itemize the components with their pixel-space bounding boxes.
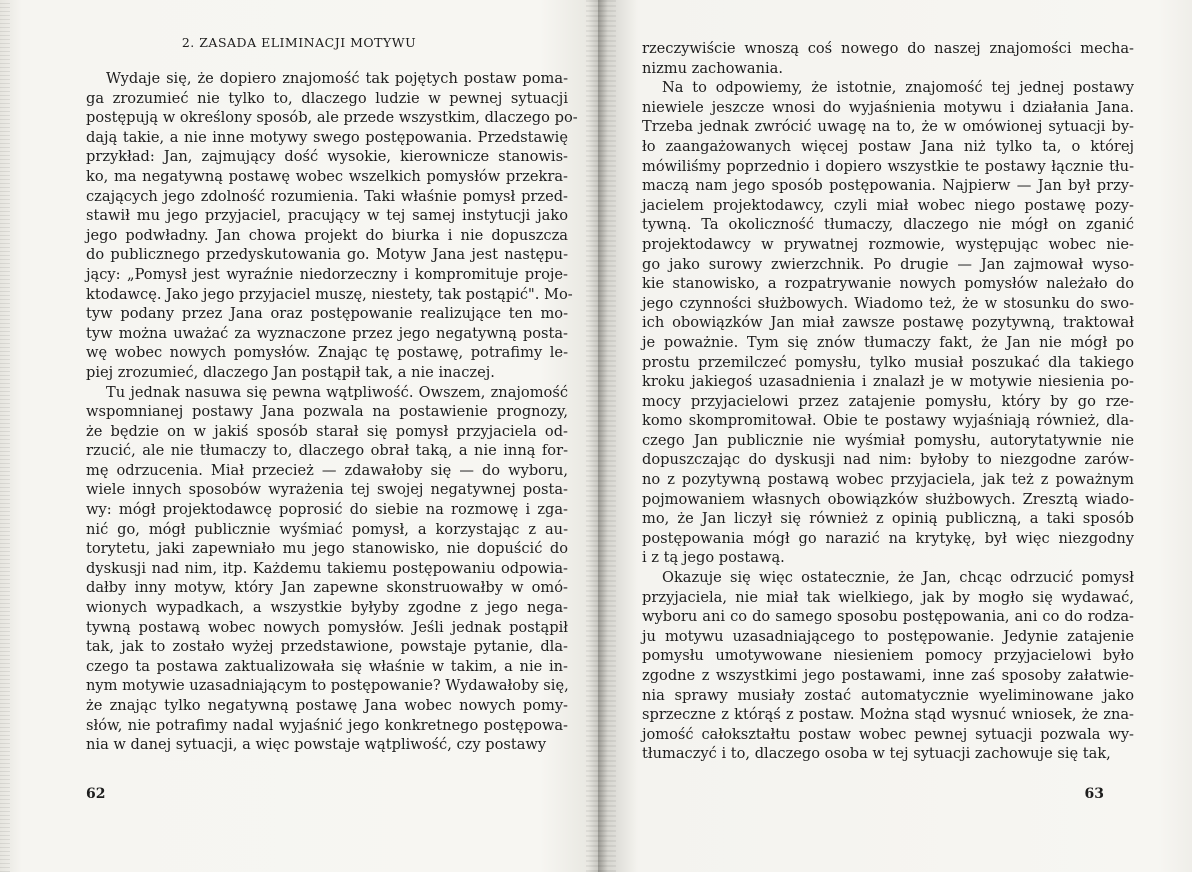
right-page-body bbox=[642, 39, 1134, 764]
text-line: ktodawcę. Jako jego przyjaciel muszę, niestety, tak postąpić". Mo- bbox=[86, 285, 573, 303]
text-line: piej zrozumieć, dlaczego Jan postąpił tak, a nie inaczej. bbox=[86, 363, 495, 381]
text-line: go jako surowy zwierzchnik. Po drugie — Jan zajmował wyso- bbox=[642, 255, 1134, 273]
text-line: Tu jednak nasuwa się pewna wątpliwość. Owszem, znajomość bbox=[106, 383, 568, 401]
text-line: je poważnie. Tym się znów tłumaczy fakt, że Jan nie mógł po bbox=[642, 333, 1134, 351]
text-line: rzucić, ale nie tłumaczy to, dlaczego obrał taką, a nie inną for- bbox=[86, 442, 568, 460]
text-line: Na to odpowiemy, że istotnie, znajomość tej jednej postawy bbox=[662, 79, 1134, 97]
text-line: tyw można uważać za wyznaczone przez jego negatywną posta- bbox=[86, 324, 568, 342]
text-line: komo skompromitował. Obie te postawy wyjaśniają również, dla- bbox=[642, 412, 1134, 430]
text-line: pojmowaniem własnych obowiązków służbowych. Zresztą wiado- bbox=[642, 490, 1134, 508]
text-line: do publicznego przedyskutowania go. Motyw Jana jest następu- bbox=[86, 246, 568, 264]
text-line: niewiele jeszcze wnosi do wyjaśnienia motywu i działania Jana. bbox=[642, 98, 1134, 116]
text-line: wionych wypadkach, a wszystkie byłyby zgodne z jego nega- bbox=[86, 599, 568, 617]
text-line: postępowania mógł go narazić na krytykę, był więc niezgodny bbox=[642, 529, 1134, 547]
text-line: stawił mu jego przyjaciel, pracujący w tej samej instytucji jako bbox=[86, 207, 568, 225]
text-line: mę odrzucenia. Miał przecież — zdawałoby się — do wyboru, bbox=[86, 461, 568, 479]
text-line: jego podwładny. Jan chowa projekt do biurka i nie dopuszcza bbox=[86, 226, 568, 244]
text-line: dopuszczając do dyskusji nad nim: byłoby to niezgodne zarów- bbox=[642, 451, 1134, 469]
text-line: tywną. Ta okoliczność tłumaczy, dlaczego nie mógł on zganić bbox=[642, 216, 1134, 234]
page-number-left: 62 bbox=[86, 786, 106, 802]
text-line: no z pozytywną postawą wobec przyjaciela, jak też z poważnym bbox=[642, 471, 1134, 489]
text-line: jego czynności służbowych. Wiadomo też, że w stosunku do swo- bbox=[642, 294, 1134, 312]
text-line: tak, jak to zostało wyżej przedstawione, powstaje pytanie, dla- bbox=[86, 638, 568, 656]
right-page bbox=[598, 0, 1192, 872]
text-line: dają takie, a nie inne motywy swego postępowania. Przedstawię bbox=[86, 128, 568, 146]
text-line: mo, że Jan liczył się również z opinią publiczną, a taki sposób bbox=[642, 510, 1134, 528]
text-line: postępują w określony sposób, ale przede wszystkim, dlaczego po- bbox=[86, 109, 578, 127]
text-line: torytetu, jaki zapewniało mu jego stanowisko, nie dopuścić do bbox=[86, 540, 568, 558]
book-gutter bbox=[586, 0, 616, 872]
text-line: ło zaangażowanych więcej postaw Jana niż tylko ta, o której bbox=[642, 137, 1134, 155]
text-line: nia sprawy musiały zostać automatycznie wyeliminowane jako bbox=[642, 686, 1134, 704]
text-line: wyboru ani co do samego sposobu postępowania, ani co do rodza- bbox=[642, 608, 1134, 626]
text-line: dałby inny motyw, który Jan zapewne skonstruowałby w omó- bbox=[86, 579, 568, 597]
text-line: projektodawcy w prywatnej rozmowie, występując wobec nie- bbox=[642, 235, 1134, 253]
text-line: prostu przemilczeć pomysłu, tylko musiał poszukać dla takiego bbox=[642, 353, 1134, 371]
left-page-body bbox=[86, 69, 578, 755]
text-line: wiele innych sposobów wyrażenia tej swojej negatywnej posta- bbox=[86, 481, 568, 499]
text-line: zgodne z wszystkimi jego postawami, inne zaś sposoby załatwie- bbox=[642, 667, 1134, 684]
text-line: kie stanowisko, a rozpatrywanie nowych pomysłów należało do bbox=[642, 275, 1134, 293]
text-line: przykład: Jan, zajmujący dość wysokie, kierownicze stanowis- bbox=[86, 148, 568, 166]
text-line: czego Jan publicznie nie wyśmiał pomysłu, autorytatywnie nie bbox=[642, 431, 1134, 449]
text-line: rzeczywiście wnoszą coś nowego do naszej znajomości mecha- bbox=[642, 40, 1134, 57]
text-line: i z tą jego postawą. bbox=[642, 549, 785, 567]
text-line: że będzie on w jakiś sposób starał się pomysł przyjaciela od- bbox=[86, 422, 568, 440]
text-line: słów, nie potrafimy nadal wyjaśnić jego konkretnego postępowa- bbox=[86, 716, 568, 734]
text-line: czego ta postawa zaktualizowała się właśnie w takim, a nie in- bbox=[86, 657, 568, 675]
text-line: kroku jakiegoś uzasadnienia i znalazł je w motywie niesienia po- bbox=[642, 373, 1134, 391]
text-line: Okazuje się więc ostatecznie, że Jan, chcąc odrzucić pomysł bbox=[662, 569, 1134, 587]
text-line: dyskusji nad nim, itp. Każdemu takiemu postępowaniu odpowia- bbox=[86, 559, 568, 577]
text-line: nić go, mógł publicznie wyśmiać pomysł, a korzystając z au- bbox=[86, 520, 568, 538]
text-line: ga zrozumieć nie tylko to, dlaczego ludzie w pewnej sytuacji bbox=[86, 89, 568, 107]
text-line: wspomnianej postawy Jana pozwala na postawienie prognozy, bbox=[86, 403, 568, 421]
page-number-right: 63 bbox=[1084, 786, 1104, 802]
text-line: jacielem projektodawcy, czyli miał wobec niego postawę pozy- bbox=[642, 196, 1134, 214]
text-line: ko, ma negatywną postawę wobec wszelkich pomysłów przekra- bbox=[86, 167, 568, 185]
text-line: jomość całokształtu postaw wobec pewnej sytuacji pozwala wy- bbox=[642, 725, 1134, 743]
text-line: ich obowiązków Jan miał zawsze postawę pozytywną, traktował bbox=[642, 314, 1134, 332]
running-header: 2. ZASADA ELIMINACJI MOTYWU bbox=[181, 35, 417, 50]
text-line: przyjaciela, nie miał tak wielkiego, jak by mogło się wydawać, bbox=[642, 588, 1134, 606]
text-line: mocy przyjacielowi przez zatajenie pomysłu, który by go rze- bbox=[642, 392, 1134, 410]
page-edge-shadow bbox=[0, 0, 10, 872]
text-line: tywną postawą wobec nowych pomysłów. Jeśli jednak postąpił bbox=[86, 618, 568, 636]
text-line: ju motywu uzasadniającego to postępowanie. Jedynie zatajenie bbox=[642, 627, 1134, 645]
text-line: tłumaczyć i to, dlaczego osoba w tej sytuacji zachowuje się tak, bbox=[642, 745, 1111, 763]
text-line: mówiliśmy poprzednio i dopiero wszystkie te postawy łącznie tłu- bbox=[642, 157, 1134, 175]
text-line: jący: „Pomysł jest wyraźnie niedorzeczny i kompromituje proje- bbox=[86, 265, 568, 283]
text-line: że znając tylko negatywną postawę Jana wobec nowych pomy- bbox=[86, 697, 568, 714]
text-line: maczą nam jego sposób postępowania. Najpierw — Jan był przy- bbox=[642, 177, 1134, 195]
text-line: czających jego zdolność rozumienia. Taki właśnie pomysł przed- bbox=[86, 187, 568, 205]
text-line: Trzeba jednak zwrócić uwagę na to, że w omówionej sytuacji by- bbox=[642, 118, 1134, 136]
text-line: sprzeczne z którąś z postaw. Można stąd wysnuć wniosek, że zna- bbox=[642, 706, 1134, 724]
text-line: Wydaje się, że dopiero znajomość tak pojętych postaw poma- bbox=[106, 70, 568, 87]
text-line: wy: mógł projektodawcę poprosić do siebie na rozmowę i zga- bbox=[86, 501, 568, 519]
text-line: pomysłu umotywowane niesieniem pomocy przyjacielowi było bbox=[642, 647, 1134, 665]
text-line: wę wobec nowych pomysłów. Znając tę postawę, potrafimy le- bbox=[86, 344, 568, 362]
text-line: nym motywie uzasadniającym to postępowanie? Wydawałoby się, bbox=[86, 677, 569, 695]
text-line: nia w danej sytuacji, a więc powstaje wątpliwość, czy postawy bbox=[86, 736, 547, 754]
text-line: nizmu zachowania. bbox=[642, 59, 783, 77]
text-line: tyw podany przez Jana oraz postępowanie realizujące ten mo- bbox=[86, 305, 568, 323]
